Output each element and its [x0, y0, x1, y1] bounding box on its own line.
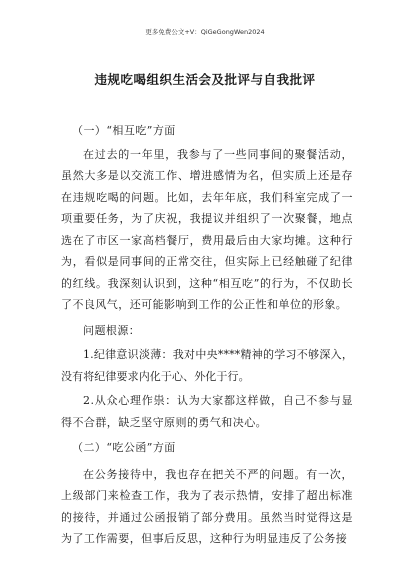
roots-label: 问题根源： [83, 323, 141, 337]
page-header: 更多免费公文+V：QiGeGongWen2024 [145, 28, 265, 36]
section1-paragraph: 在过去的一年里，我参与了一些同事间的聚餐活动，虽然大多是以交流工作、增进感情为名，但实质上还是存在违规吃喝的问题。比如，去年年底，我们科室完成了一项重要任务，为了庆祝，我提议并组织了一次聚餐，地点选在了市区一家高档餐厅，费用最后由大家均摊。这种行为，看似是同事间的正常交往，但实际上已经触碰了纪律的红线。我深刻认识到，这种“相互吃”的行为，不仅助长了不良风气，还可能影响到工作的公正性和单位的形象。 [61, 147, 353, 311]
section-heading-2: （二）“吃公函”方面 [72, 441, 176, 454]
document-title: 违规吃喝组织生活会及批评与自我批评 [94, 72, 316, 87]
section-heading-1: （一）“相互吃”方面 [72, 124, 176, 137]
document-body [61, 120, 353, 550]
section2-paragraph: 在公务接待中，我也存在把关不严的问题。有一次，上级部门来检查工作，我为了表示热情，安排了超出标准的接待，并通过公函报销了部分费用。虽然当时觉得这是为了工作需要，但事后反思，这种行为明显违反了公务接 [61, 467, 353, 545]
root-item-2: 2.从众心理作祟：认为大家都这样做，自己不参与显得不合群，缺乏坚守原则的勇气和决心。 [61, 394, 353, 429]
root-item-1: 1.纪律意识淡薄：我对中央****精神的学习不够深入，没有将纪律要求内化于心、外化于行。 [61, 348, 353, 383]
